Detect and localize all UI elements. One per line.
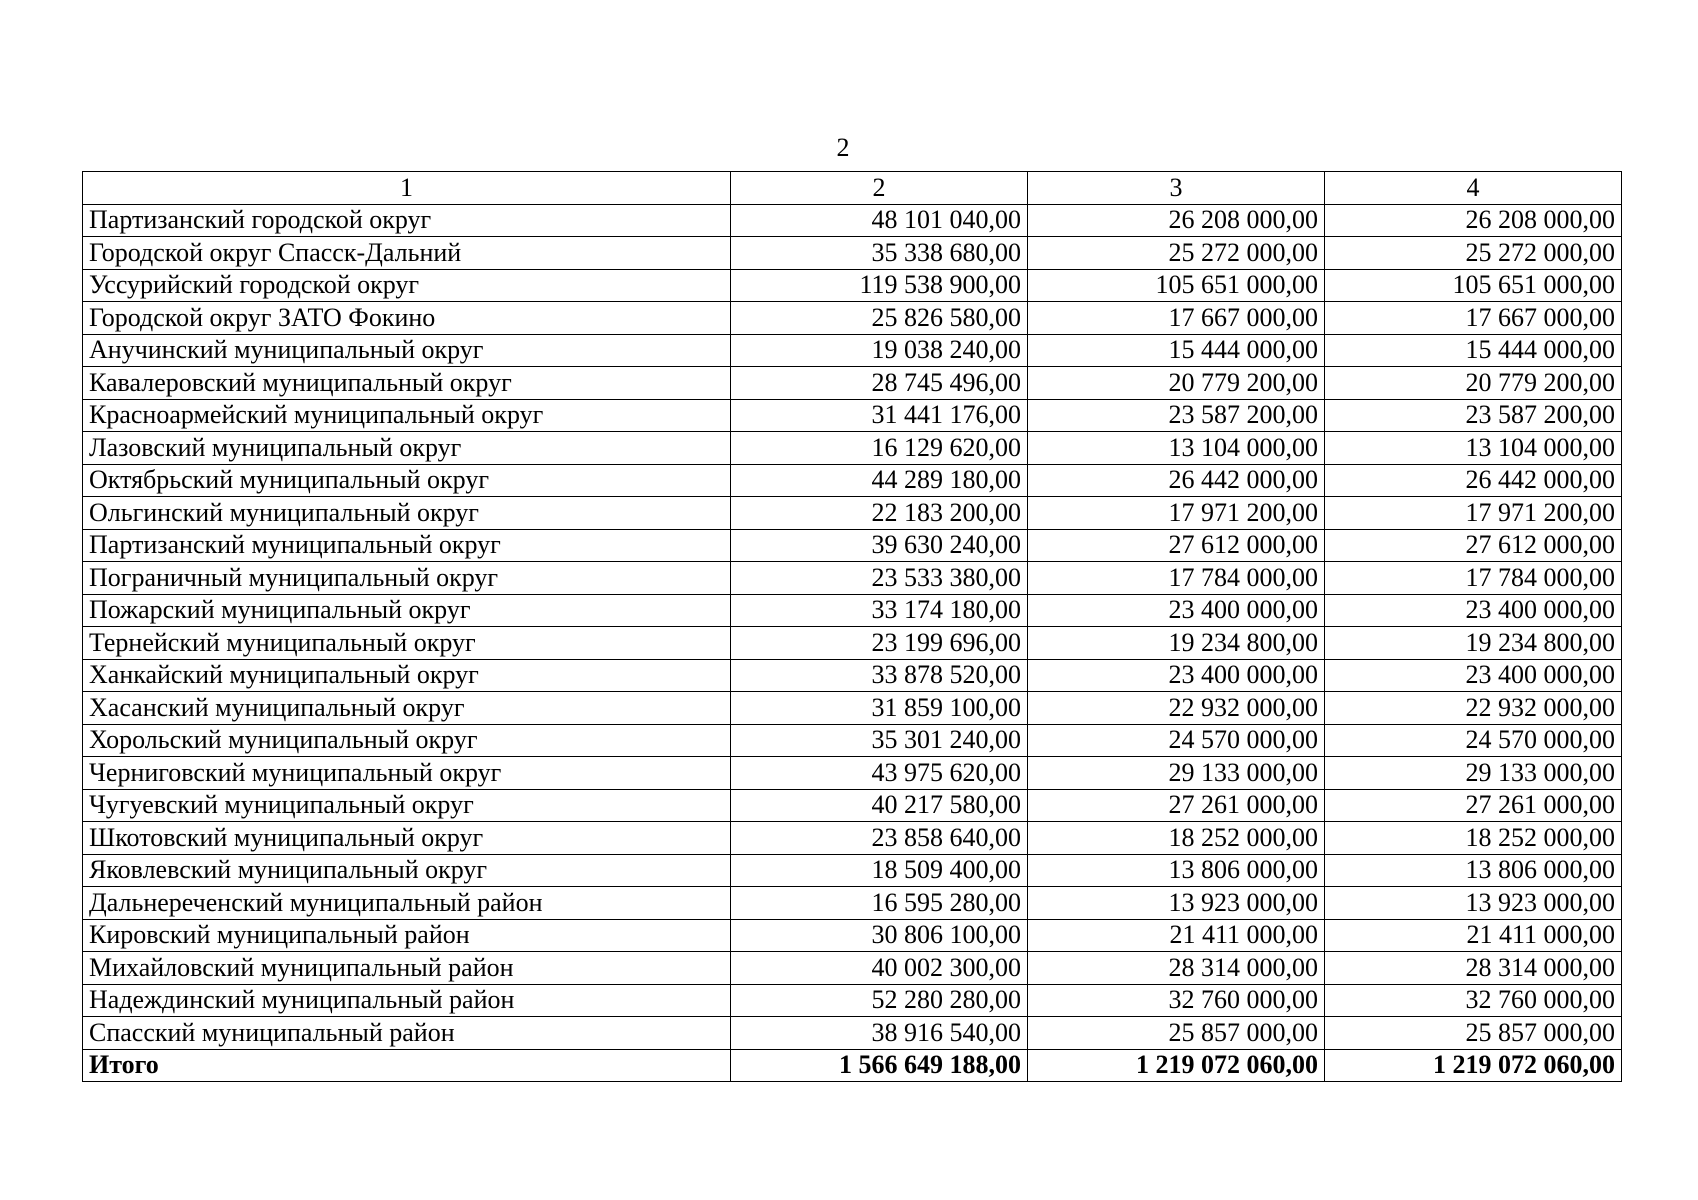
value-col-4: 19 234 800,00 <box>1325 627 1622 660</box>
municipality-name: Пограничный муниципальный округ <box>83 562 731 595</box>
table-row <box>83 627 1622 660</box>
value-col-4: 17 784 000,00 <box>1325 562 1622 595</box>
value-col-2: 35 301 240,00 <box>731 724 1028 757</box>
value-col-4: 27 261 000,00 <box>1325 789 1622 822</box>
value-col-2: 48 101 040,00 <box>731 204 1028 237</box>
value-col-2: 23 199 696,00 <box>731 627 1028 660</box>
table-row <box>83 464 1622 497</box>
municipality-name: Красноармейский муниципальный округ <box>83 399 731 432</box>
table-row <box>83 724 1622 757</box>
municipality-name: Ольгинский муниципальный округ <box>83 497 731 530</box>
table-row <box>83 497 1622 530</box>
municipality-name: Черниговский муниципальный округ <box>83 757 731 790</box>
value-col-2: 22 183 200,00 <box>731 497 1028 530</box>
value-col-2: 52 280 280,00 <box>731 984 1028 1017</box>
value-col-4: 26 208 000,00 <box>1325 204 1622 237</box>
value-col-2: 43 975 620,00 <box>731 757 1028 790</box>
value-col-4: 29 133 000,00 <box>1325 757 1622 790</box>
municipality-name: Шкотовский муниципальный округ <box>83 822 731 855</box>
value-col-4: 23 587 200,00 <box>1325 399 1622 432</box>
municipality-name: Яковлевский муниципальный округ <box>83 854 731 887</box>
value-col-4: 27 612 000,00 <box>1325 529 1622 562</box>
value-col-3: 26 208 000,00 <box>1028 204 1325 237</box>
value-col-3: 24 570 000,00 <box>1028 724 1325 757</box>
value-col-4: 13 923 000,00 <box>1325 887 1622 920</box>
table-row <box>83 594 1622 627</box>
municipality-name: Кировский муниципальный район <box>83 919 731 952</box>
total-col-4: 1 219 072 060,00 <box>1325 1049 1622 1082</box>
value-col-4: 26 442 000,00 <box>1325 464 1622 497</box>
table-row <box>83 302 1622 335</box>
value-col-3: 25 272 000,00 <box>1028 237 1325 270</box>
value-col-3: 13 104 000,00 <box>1028 432 1325 465</box>
value-col-4: 25 272 000,00 <box>1325 237 1622 270</box>
value-col-4: 21 411 000,00 <box>1325 919 1622 952</box>
value-col-2: 33 174 180,00 <box>731 594 1028 627</box>
municipality-name: Чугуевский муниципальный округ <box>83 789 731 822</box>
table-row <box>83 562 1622 595</box>
value-col-2: 25 826 580,00 <box>731 302 1028 335</box>
value-col-3: 28 314 000,00 <box>1028 952 1325 985</box>
value-col-3: 13 923 000,00 <box>1028 887 1325 920</box>
municipality-name: Надеждинский муниципальный район <box>83 984 731 1017</box>
value-col-3: 17 971 200,00 <box>1028 497 1325 530</box>
value-col-3: 21 411 000,00 <box>1028 919 1325 952</box>
municipality-name: Михайловский муниципальный район <box>83 952 731 985</box>
value-col-4: 25 857 000,00 <box>1325 1017 1622 1050</box>
value-col-3: 18 252 000,00 <box>1028 822 1325 855</box>
value-col-2: 16 129 620,00 <box>731 432 1028 465</box>
header-col-4: 4 <box>1325 172 1622 205</box>
value-col-2: 16 595 280,00 <box>731 887 1028 920</box>
value-col-4: 105 651 000,00 <box>1325 269 1622 302</box>
table-row <box>83 789 1622 822</box>
table-body <box>83 204 1622 1049</box>
value-col-4: 24 570 000,00 <box>1325 724 1622 757</box>
value-col-2: 30 806 100,00 <box>731 919 1028 952</box>
municipality-name: Партизанский муниципальный округ <box>83 529 731 562</box>
value-col-4: 17 667 000,00 <box>1325 302 1622 335</box>
municipality-name: Тернейский муниципальный округ <box>83 627 731 660</box>
table-footer <box>83 1049 1622 1082</box>
table-row <box>83 432 1622 465</box>
table-row <box>83 529 1622 562</box>
total-col-3: 1 219 072 060,00 <box>1028 1049 1325 1082</box>
page-number <box>0 133 1698 163</box>
table-row <box>83 237 1622 270</box>
value-col-4: 23 400 000,00 <box>1325 594 1622 627</box>
header-col-1: 1 <box>83 172 731 205</box>
header-col-3: 3 <box>1028 172 1325 205</box>
municipality-name: Анучинский муниципальный округ <box>83 334 731 367</box>
value-col-2: 31 441 176,00 <box>731 399 1028 432</box>
value-col-3: 20 779 200,00 <box>1028 367 1325 400</box>
table-row <box>83 919 1622 952</box>
municipality-name: Уссурийский городской округ <box>83 269 731 302</box>
value-col-3: 13 806 000,00 <box>1028 854 1325 887</box>
table-header <box>83 172 1622 205</box>
municipality-name: Лазовский муниципальный округ <box>83 432 731 465</box>
table-row <box>83 822 1622 855</box>
value-col-3: 25 857 000,00 <box>1028 1017 1325 1050</box>
table-row <box>83 887 1622 920</box>
table-row <box>83 854 1622 887</box>
value-col-2: 31 859 100,00 <box>731 692 1028 725</box>
value-col-3: 27 261 000,00 <box>1028 789 1325 822</box>
value-col-2: 39 630 240,00 <box>731 529 1028 562</box>
value-col-3: 32 760 000,00 <box>1028 984 1325 1017</box>
table-row <box>83 367 1622 400</box>
value-col-3: 29 133 000,00 <box>1028 757 1325 790</box>
value-col-3: 23 400 000,00 <box>1028 594 1325 627</box>
table-row <box>83 269 1622 302</box>
value-col-2: 38 916 540,00 <box>731 1017 1028 1050</box>
value-col-2: 23 858 640,00 <box>731 822 1028 855</box>
value-col-2: 19 038 240,00 <box>731 334 1028 367</box>
municipality-name: Хасанский муниципальный округ <box>83 692 731 725</box>
value-col-2: 40 217 580,00 <box>731 789 1028 822</box>
table-row <box>83 757 1622 790</box>
value-col-3: 23 400 000,00 <box>1028 659 1325 692</box>
allocation-table <box>82 171 1622 1082</box>
municipality-name: Партизанский городской округ <box>83 204 731 237</box>
value-col-2: 119 538 900,00 <box>731 269 1028 302</box>
page-number-text: 2 <box>836 133 850 162</box>
municipality-name: Октябрьский муниципальный округ <box>83 464 731 497</box>
municipality-name: Городской округ Спасск-Дальний <box>83 237 731 270</box>
table-row <box>83 952 1622 985</box>
value-col-3: 19 234 800,00 <box>1028 627 1325 660</box>
value-col-2: 33 878 520,00 <box>731 659 1028 692</box>
value-col-2: 28 745 496,00 <box>731 367 1028 400</box>
municipality-name: Пожарский муниципальный округ <box>83 594 731 627</box>
value-col-4: 13 806 000,00 <box>1325 854 1622 887</box>
table-row <box>83 692 1622 725</box>
value-col-3: 27 612 000,00 <box>1028 529 1325 562</box>
value-col-3: 105 651 000,00 <box>1028 269 1325 302</box>
municipality-name: Городской округ ЗАТО Фокино <box>83 302 731 335</box>
value-col-2: 35 338 680,00 <box>731 237 1028 270</box>
value-col-2: 18 509 400,00 <box>731 854 1028 887</box>
municipality-name: Спасский муниципальный район <box>83 1017 731 1050</box>
value-col-3: 17 784 000,00 <box>1028 562 1325 595</box>
municipality-name: Ханкайский муниципальный округ <box>83 659 731 692</box>
value-col-4: 17 971 200,00 <box>1325 497 1622 530</box>
total-label: Итого <box>83 1049 731 1082</box>
value-col-4: 23 400 000,00 <box>1325 659 1622 692</box>
value-col-3: 22 932 000,00 <box>1028 692 1325 725</box>
value-col-2: 40 002 300,00 <box>731 952 1028 985</box>
total-row <box>83 1049 1622 1082</box>
table-row <box>83 1017 1622 1050</box>
header-row <box>83 172 1622 205</box>
value-col-3: 23 587 200,00 <box>1028 399 1325 432</box>
table-row <box>83 984 1622 1017</box>
header-col-2: 2 <box>731 172 1028 205</box>
value-col-2: 23 533 380,00 <box>731 562 1028 595</box>
value-col-4: 22 932 000,00 <box>1325 692 1622 725</box>
table-row <box>83 334 1622 367</box>
value-col-4: 15 444 000,00 <box>1325 334 1622 367</box>
total-col-2: 1 566 649 188,00 <box>731 1049 1028 1082</box>
table-row <box>83 204 1622 237</box>
value-col-4: 20 779 200,00 <box>1325 367 1622 400</box>
value-col-2: 44 289 180,00 <box>731 464 1028 497</box>
municipality-name: Кавалеровский муниципальный округ <box>83 367 731 400</box>
value-col-3: 17 667 000,00 <box>1028 302 1325 335</box>
value-col-3: 26 442 000,00 <box>1028 464 1325 497</box>
value-col-3: 15 444 000,00 <box>1028 334 1325 367</box>
table-row <box>83 659 1622 692</box>
table-row <box>83 399 1622 432</box>
value-col-4: 13 104 000,00 <box>1325 432 1622 465</box>
value-col-4: 28 314 000,00 <box>1325 952 1622 985</box>
municipality-name: Хорольский муниципальный округ <box>83 724 731 757</box>
value-col-4: 32 760 000,00 <box>1325 984 1622 1017</box>
municipality-name: Дальнереченский муниципальный район <box>83 887 731 920</box>
value-col-4: 18 252 000,00 <box>1325 822 1622 855</box>
